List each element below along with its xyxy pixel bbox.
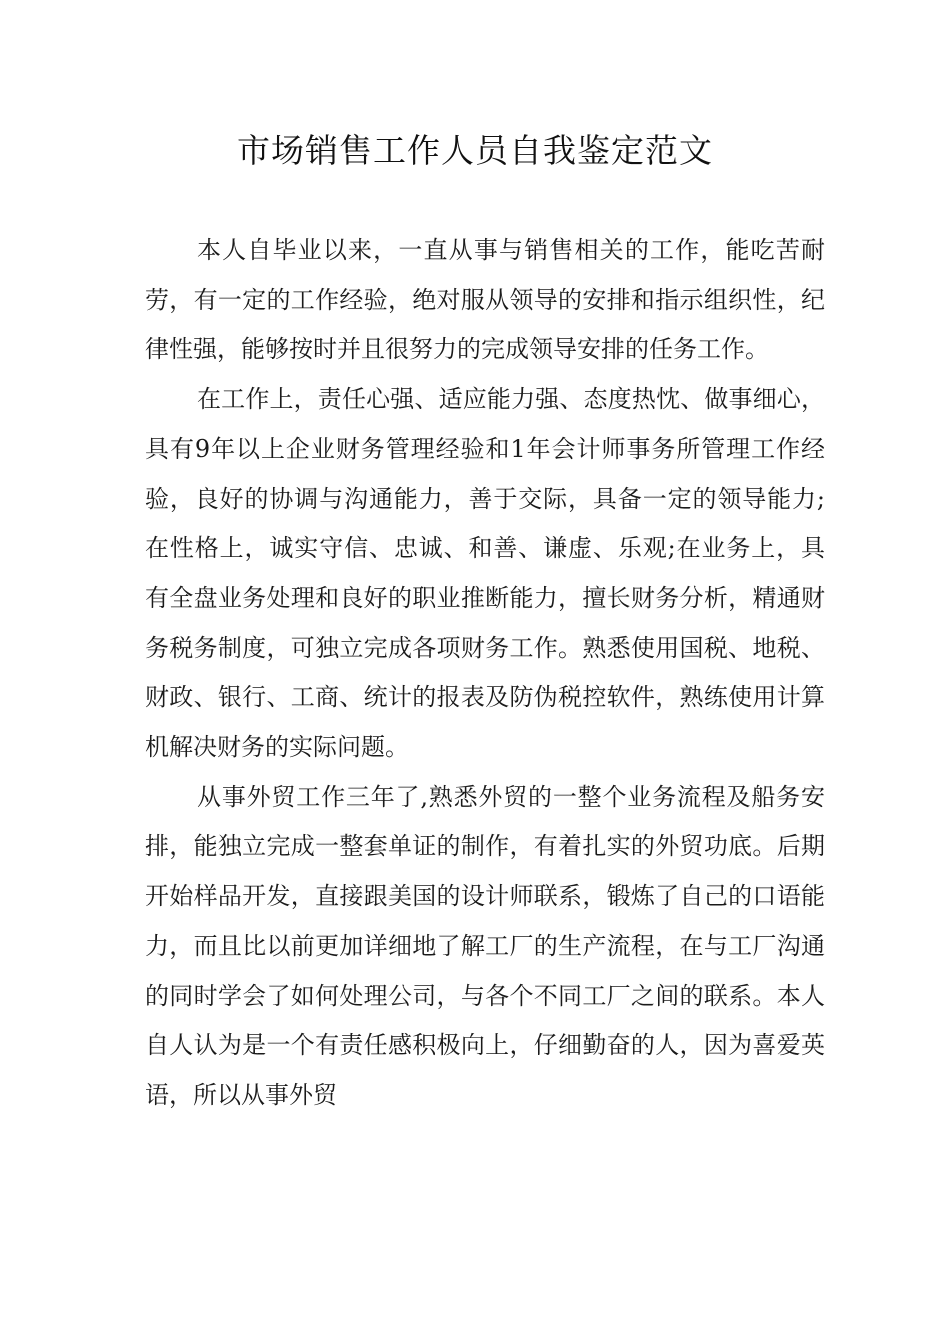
paragraph: 本人自毕业以来，一直从事与销售相关的工作，能吃苦耐劳，有一定的工作经验，绝对服从领导的安排和指示组织性，纪律性强，能够按时并且很努力的完成领导安排的任务工作。	[145, 236, 825, 364]
paragraph: 在工作上，责任心强、适应能力强、态度热忱、做事细心，具有9年以上企业财务管理经验和1年会计师事务所管理工作经验，良好的协调与沟通能力，善于交际，具备一定的领导能力;在性格上，诚实守信、忠诚、和善、谦虚、乐观;在业务上，具有全盘业务处理和良好的职业推断能力，擅长财务分析，精通财务税务制度，可独立完成各项财务工作。熟悉使用国税、地税、财政、银行、工商、统计的报表及防伪税控软件，熟练使用计算机解决财务的实际问题。	[145, 385, 825, 762]
document-body	[145, 226, 825, 1121]
document-title: 市场销售工作人员自我鉴定范文	[237, 131, 713, 170]
paragraph: 从事外贸工作三年了,熟悉外贸的一整个业务流程及船务安排，能独立完成一整套单证的制作，有着扎实的外贸功底。后期开始样品开发，直接跟美国的设计师联系，锻炼了自己的口语能力，而且比以前更加详细地了解工厂的生产流程，在与工厂沟通的同时学会了如何处理公司，与各个不同工厂之间的联系。本人自人认为是一个有责任感积极向上，仔细勤奋的人，因为喜爱英语，所以从事外贸	[145, 782, 825, 1109]
